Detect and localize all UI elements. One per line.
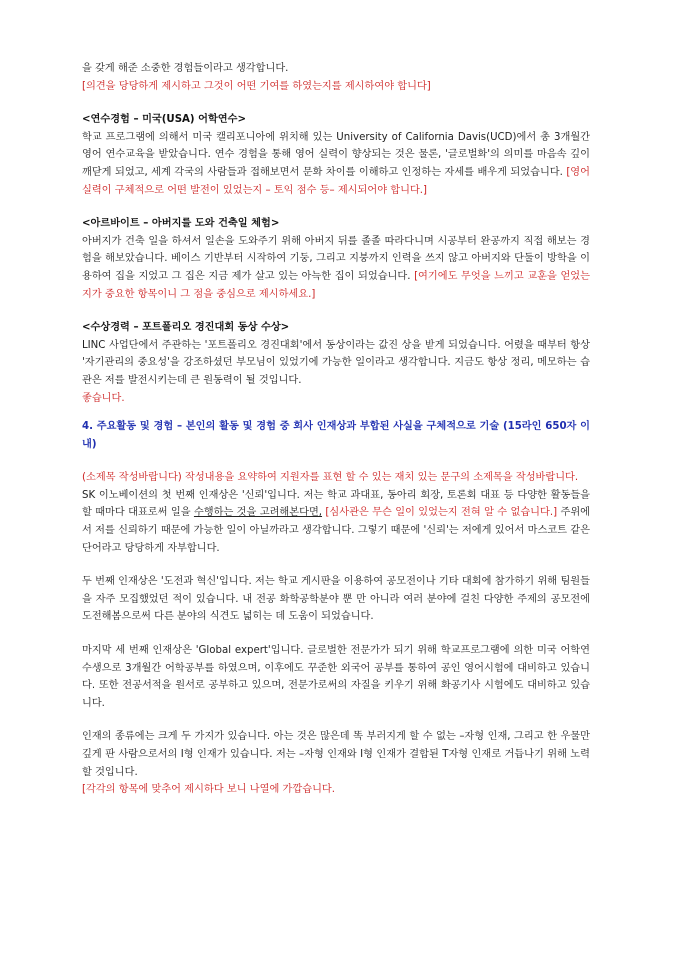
section-heading: <수상경력 – 포트폴리오 경진대회 동상 수상> <box>82 322 290 334</box>
text-run: SK 이노베이션의 <box>82 489 162 501</box>
paragraph <box>82 487 590 557</box>
bold-text: 두 번째 인재상은 '도전과 혁신'입니다. <box>82 576 252 588</box>
paragraph-spacer <box>82 626 590 642</box>
paragraph-spacer <box>82 453 590 469</box>
bold-text: 첫 번째 인재상은 '신뢰'입니다. <box>161 489 300 501</box>
reviewer-comment: [의견을 당당하게 제시하고 그것이 어떤 기여를 하였는지를 제시하여야 합니다] <box>82 80 431 92</box>
text-run: 주위에서 저를 신뢰하기 때문에 가능한 일이 아닐까라고 생각합니다. 그렇기 때문에 '신뢰'는 저에게 있어서 마스코트 같은 단어라고 당당하게 자부합니다. <box>82 507 590 554</box>
text-run: 아버지가 건축 일을 하셔서 일손을 도와주기 위해 아버지 뒤를 졸졸 따라다니며 시공부터 완공까지 직접 해보는 경험을 해보았습니다. 베이스 기반부터 시작하여 기둥, 그리고 지붕까지 인력을 쓰지 않고 아버지와 단둘이 방학을 이용하여 집을 지었고 그 집은 지금 제가 살고 있는 아늑한 집이 되었습니다. <box>82 235 590 282</box>
paragraph <box>82 573 590 626</box>
paragraph-spacer <box>82 95 590 111</box>
text-run: 저는 학교 게시판을 이용하여 공모전이나 기타 대회에 참가하기 위해 팀원들을 자주 모집했었던 적이 있습니다. 내 전공 화학공학분야 뿐 만 아니라 여러 분야에 걸친 다양한 주제의 공모전에 도전해봄으로써 다른 분야의 식견도 넓히는 데 도움이 되었습니다. <box>82 576 590 623</box>
paragraph-spacer <box>82 557 590 573</box>
paragraph <box>82 129 590 199</box>
paragraph <box>82 642 590 712</box>
reviewer-comment: [심사관은 무슨 일이 있었는지 전혀 알 수 없습니다.] <box>325 507 558 519</box>
text-run: 글로벌한 전문가가 되기 위해 학교프로그램에 의한 미국 어학연수생으로 3개월간 어학공부를 하였으며, 이후에도 꾸준한 외국어 공부를 통하여 공인 영어시험에 대비하고 있습니다. 또한 전공서적을 원서로 공부하고 있으며, 전문가로써의 자질을 키우기 위해 화공기사 시험에도 대비하고 있습니다. <box>82 645 590 709</box>
reviewer-comment: 좋습니다. <box>82 392 125 404</box>
paragraph <box>82 418 590 453</box>
paragraph <box>82 60 590 78</box>
paragraph <box>82 215 590 233</box>
reviewer-comment: [여기에도 무엇을 느끼고 교훈을 얻었는지가 중요한 항목이니 그 점을 중심으로 제시하세요.] <box>82 270 590 300</box>
paragraph <box>82 233 590 303</box>
text-run: LINC 사업단에서 주관하는 '포트폴리오 경진대회'에서 동상이라는 값진 상을 받게 되었습니다. 어렸을 때부터 항상 '자기관리의 중요성'을 강조하셨던 부모님이 있었기에 가능한 일이라고 생각합니다. 지금도 항상 정리, 메모하는 습관은 저를 발전시키는데 큰 원동력이 될 것입니다. <box>82 339 590 386</box>
reviewer-comment: [영어 실력이 구체적으로 어떤 발전이 있었는지 – 토익 점수 등– 제시되어야 합니다.] <box>82 166 590 196</box>
paragraph-spacer <box>82 407 590 418</box>
bold-text: 마지막 세 번째 인재상은 'Global expert'입니다. <box>82 645 304 657</box>
paragraph-spacer <box>82 303 590 319</box>
text-run: 을 갖게 해준 소중한 경험들이라고 생각합니다. <box>82 63 289 74</box>
paragraph <box>82 111 590 129</box>
question-heading: 4. 주요활동 및 경험 – 본인의 활동 및 경험 중 회사 인재상과 부합된 사실을 구체적으로 기술 (15라인 650자 이내) <box>82 421 590 450</box>
reviewer-comment: [각각의 항목에 맞추어 제시하다 보니 나열에 가깝습니다. <box>82 784 335 796</box>
paragraph-spacer <box>82 712 590 728</box>
paragraph <box>82 337 590 390</box>
paragraph <box>82 78 590 96</box>
paragraph <box>82 319 590 337</box>
section-heading: <아르바이트 – 아버지를 도와 건축일 체험> <box>82 218 280 230</box>
text-run: 학교 프로그램에 의해서 미국 캘리포니아에 위치해 있는 University of California Davis(UCD)에서 총 3개월간 영어 연수교육을 받았습니다. 연수 경험을 통해 영어 실력이 향상되는 것은 물론, '글로벌화'의 의미를 마음속 깊이 깨닫게 되었고, 세계 각국의 사람들과 접해보면서 문화 차이를 이해하고 인정하는 자세를 배우게 되었습니다. <box>82 131 590 178</box>
text-run: 인재의 종류에는 크게 두 가지가 있습니다. 아는 것은 많은데 똑 부러지게 할 수 없는 –자형 인재, 그리고 한 우물만 깊게 판 사람으로서의 I형 인재가 있습니다. 저는 –자형 인재와 I형 인재가 결합된 T자형 인재로 거듭나기 위해 노력할 것입니다. <box>82 731 590 778</box>
paragraph-spacer <box>82 199 590 215</box>
reviewer-comment: (소제목 작성바랍니다) 작성내용을 요약하여 지원자를 표현 할 수 있는 재치 있는 문구의 소제목을 작성바랍니다. <box>82 472 579 484</box>
paragraph <box>82 728 590 781</box>
text-run: 저는 학교 과대표, 동아리 회장, 토론회 대표 등 다양한 활동들을 할 때마다 대표로써 일을 <box>82 489 590 519</box>
underlined-text: 수행하는 것을 고려해본다면, <box>193 507 323 519</box>
paragraph <box>82 469 590 487</box>
section-heading: <연수경험 – 미국(USA) 어학연수> <box>82 114 247 126</box>
paragraph <box>82 390 590 408</box>
paragraph <box>82 781 590 799</box>
